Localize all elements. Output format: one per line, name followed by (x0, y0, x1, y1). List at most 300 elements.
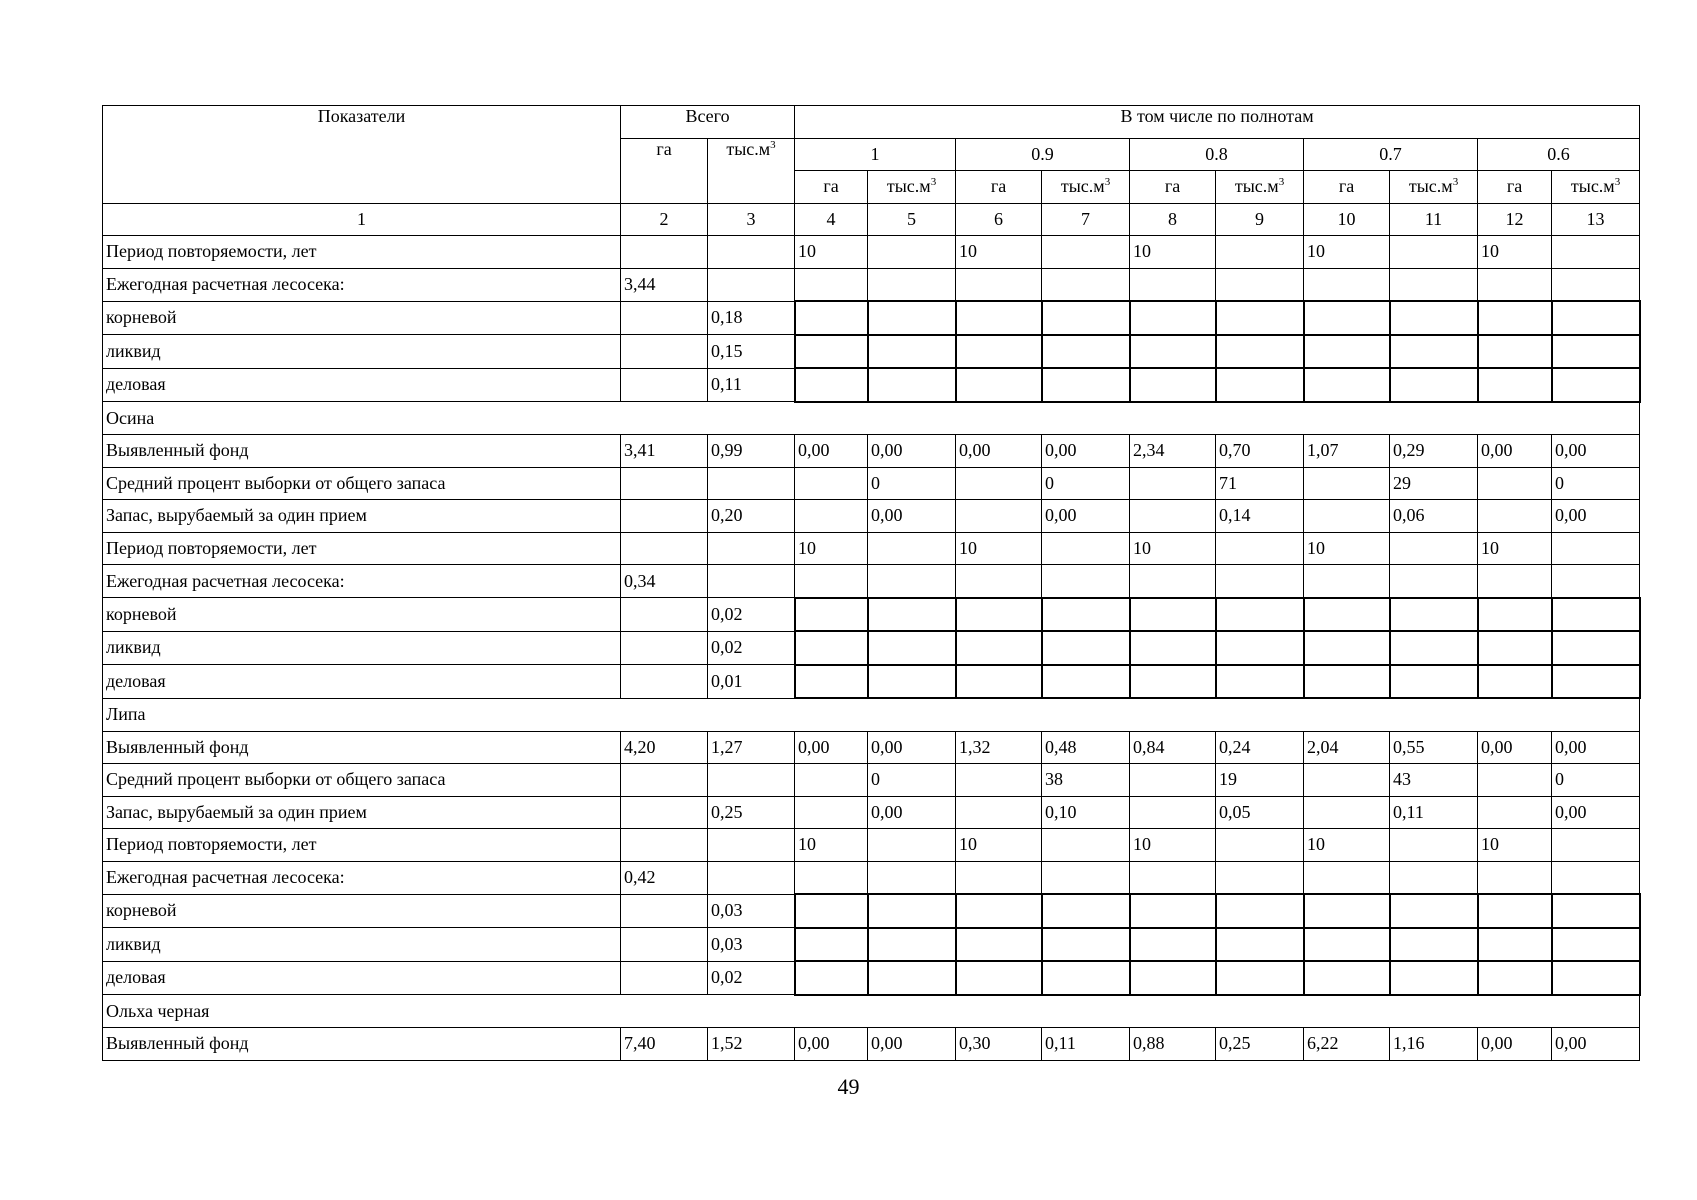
header-unit-volume: $тыс.м^3$ (1390, 171, 1478, 204)
table-cell: 1,27 (708, 731, 795, 764)
header-unit-volume: $тыс.м^3$ (1042, 171, 1130, 204)
table-cell (1390, 829, 1478, 862)
table-cell: 4,20 (621, 731, 708, 764)
header-unit-ha: га (956, 171, 1042, 204)
table-cell (621, 829, 708, 862)
table-row (103, 829, 1640, 862)
empty-cell (868, 368, 956, 402)
header-unit-ha: га (1130, 171, 1216, 204)
table-cell: 0,00 (1478, 731, 1552, 764)
empty-cell (1478, 301, 1552, 335)
row-label: деловая (103, 961, 621, 995)
table-cell: 10 (1304, 532, 1390, 565)
row-label: Средний процент выборки от общего запаса (103, 467, 621, 500)
empty-cell (1130, 335, 1216, 369)
table-cell (1042, 565, 1130, 598)
row-label: Выявленный фонд (103, 1028, 621, 1061)
empty-cell (1390, 961, 1478, 995)
table-cell: 0,00 (795, 435, 868, 468)
table-cell (1478, 764, 1552, 797)
table-cell (1130, 467, 1216, 500)
table-cell: 0 (1552, 467, 1640, 500)
table-cell (621, 764, 708, 797)
empty-cell (1216, 928, 1304, 962)
header-density-1: 1 (795, 138, 956, 171)
column-number: 12 (1478, 203, 1552, 236)
table-cell: 0,25 (708, 796, 795, 829)
table-cell: 0,25 (1216, 1028, 1304, 1061)
empty-cell (1390, 598, 1478, 632)
empty-cell (956, 631, 1042, 665)
table-cell (1478, 268, 1552, 301)
empty-cell (1304, 665, 1390, 699)
table-cell: 29 (1390, 467, 1478, 500)
table-cell (708, 764, 795, 797)
row-label: Средний процент выборки от общего запаса (103, 764, 621, 797)
table-cell (956, 565, 1042, 598)
header-unit-volume: $тыс.м^3$ (1216, 171, 1304, 204)
row-label: Выявленный фонд (103, 435, 621, 468)
table-cell (1552, 565, 1640, 598)
column-number: 5 (868, 203, 956, 236)
table-row (103, 236, 1640, 269)
column-number: 2 (621, 203, 708, 236)
empty-cell (956, 598, 1042, 632)
table-cell (621, 301, 708, 335)
table-cell (868, 565, 956, 598)
empty-cell (1304, 928, 1390, 962)
table-cell (621, 961, 708, 995)
table-body (103, 203, 1640, 1060)
table-cell (795, 565, 868, 598)
table-cell: 0,00 (868, 435, 956, 468)
table-row (103, 764, 1640, 797)
row-label: Ежегодная расчетная лесосека: (103, 861, 621, 894)
table-cell (868, 268, 956, 301)
table-cell: 6,22 (1304, 1028, 1390, 1061)
table-cell: 0,02 (708, 631, 795, 665)
table-cell: 0,42 (621, 861, 708, 894)
species-name: Липа (103, 698, 1640, 731)
table-cell: 0,00 (1552, 1028, 1640, 1061)
table-cell: 71 (1216, 467, 1304, 500)
column-number-row (103, 203, 1640, 236)
table-cell: 0,05 (1216, 796, 1304, 829)
empty-cell (1130, 894, 1216, 928)
empty-cell (1552, 961, 1640, 995)
table-cell: 0,10 (1042, 796, 1130, 829)
table-cell (1216, 236, 1304, 269)
empty-cell (1042, 301, 1130, 335)
empty-cell (1552, 928, 1640, 962)
empty-cell (1304, 301, 1390, 335)
empty-cell (795, 368, 868, 402)
table-cell (1478, 796, 1552, 829)
table-cell (621, 631, 708, 665)
table-cell: 0,20 (708, 500, 795, 533)
empty-cell (1042, 368, 1130, 402)
empty-cell (1478, 335, 1552, 369)
species-name: Ольха черная (103, 995, 1640, 1028)
table-cell (1390, 861, 1478, 894)
table-cell: 3,44 (621, 268, 708, 301)
empty-cell (1390, 928, 1478, 962)
empty-cell (1130, 301, 1216, 335)
table-cell (956, 467, 1042, 500)
empty-cell (1390, 301, 1478, 335)
empty-cell (1216, 894, 1304, 928)
header-total-volume: $тыс.м^3$ (708, 138, 795, 203)
table-cell: 0,00 (868, 796, 956, 829)
table-cell: 0,01 (708, 665, 795, 699)
empty-cell (868, 961, 956, 995)
table-cell: 10 (1478, 532, 1552, 565)
header-unit-volume: $тыс.м^3$ (1552, 171, 1640, 204)
table-cell (956, 500, 1042, 533)
species-section-row (103, 698, 1640, 731)
table-cell: 0,00 (1042, 500, 1130, 533)
table-cell: 0,03 (708, 928, 795, 962)
table-cell (1042, 236, 1130, 269)
table-cell (795, 861, 868, 894)
column-number: 1 (103, 203, 621, 236)
table-cell (621, 928, 708, 962)
table-cell (868, 236, 956, 269)
table-cell: 2,04 (1304, 731, 1390, 764)
table-cell: 1,32 (956, 731, 1042, 764)
table-row (103, 467, 1640, 500)
table-cell (795, 467, 868, 500)
table-cell: 0,00 (1552, 796, 1640, 829)
empty-cell (1304, 961, 1390, 995)
table-cell (708, 268, 795, 301)
empty-cell (1478, 598, 1552, 632)
table-cell: 0,02 (708, 598, 795, 632)
table-cell: 0,00 (868, 1028, 956, 1061)
row-label: корневой (103, 598, 621, 632)
row-label: Ежегодная расчетная лесосека: (103, 565, 621, 598)
table-cell: 0,00 (1552, 731, 1640, 764)
table-cell: 43 (1390, 764, 1478, 797)
table-cell (708, 467, 795, 500)
table-cell (621, 598, 708, 632)
table-cell (1478, 565, 1552, 598)
table-cell (708, 829, 795, 862)
header-total: Всего (621, 106, 795, 139)
table-cell (795, 268, 868, 301)
empty-cell (1552, 335, 1640, 369)
table-cell (1042, 268, 1130, 301)
empty-cell (1130, 928, 1216, 962)
empty-cell (795, 301, 868, 335)
table-cell (1390, 268, 1478, 301)
table-cell: 0,06 (1390, 500, 1478, 533)
empty-cell (1216, 961, 1304, 995)
table-cell (621, 796, 708, 829)
table-cell: 0,88 (1130, 1028, 1216, 1061)
table-cell: 0 (1042, 467, 1130, 500)
row-label: ликвид (103, 928, 621, 962)
table-cell (1042, 532, 1130, 565)
table-cell (1304, 268, 1390, 301)
table-cell: 1,07 (1304, 435, 1390, 468)
table-row (103, 861, 1640, 894)
empty-cell (1478, 961, 1552, 995)
table-cell (956, 268, 1042, 301)
row-label: Ежегодная расчетная лесосека: (103, 268, 621, 301)
empty-cell (868, 894, 956, 928)
row-label: ликвид (103, 631, 621, 665)
table-cell (621, 532, 708, 565)
empty-cell (1304, 894, 1390, 928)
empty-cell (868, 598, 956, 632)
table-cell: 0,00 (1042, 435, 1130, 468)
table-cell (708, 861, 795, 894)
table-row (103, 928, 1640, 962)
table-cell (1216, 861, 1304, 894)
row-label: Период повторяемости, лет (103, 236, 621, 269)
empty-cell (1130, 961, 1216, 995)
table-cell: 0,00 (956, 435, 1042, 468)
table-cell (795, 796, 868, 829)
header-by-density: В том числе по полнотам (795, 106, 1640, 139)
table-cell (621, 335, 708, 369)
table-cell: 1,52 (708, 1028, 795, 1061)
table-cell: 0,18 (708, 301, 795, 335)
column-number: 8 (1130, 203, 1216, 236)
table-row (103, 731, 1640, 764)
row-label: деловая (103, 665, 621, 699)
forest-data-table (102, 105, 1641, 1061)
empty-cell (956, 928, 1042, 962)
table-cell (1478, 467, 1552, 500)
table-cell (1216, 532, 1304, 565)
table-cell: 0,00 (1552, 500, 1640, 533)
table-cell: 0,11 (708, 368, 795, 402)
row-label: деловая (103, 368, 621, 402)
table-cell: 10 (1130, 829, 1216, 862)
table-cell (708, 532, 795, 565)
empty-cell (868, 301, 956, 335)
empty-cell (1552, 665, 1640, 699)
table-cell: 0,03 (708, 894, 795, 928)
table-cell (621, 665, 708, 699)
empty-cell (956, 665, 1042, 699)
table-cell (621, 894, 708, 928)
table-cell (1304, 861, 1390, 894)
empty-cell (868, 335, 956, 369)
empty-cell (1552, 894, 1640, 928)
empty-cell (1042, 894, 1130, 928)
header-unit-ha: га (1478, 171, 1552, 204)
table-cell (1216, 829, 1304, 862)
table-cell (956, 796, 1042, 829)
empty-cell (1216, 335, 1304, 369)
table-row (103, 565, 1640, 598)
table-cell: 0,34 (621, 565, 708, 598)
empty-cell (795, 928, 868, 962)
header-density-0-7: 0.7 (1304, 138, 1478, 171)
table-row (103, 665, 1640, 699)
table-cell (1042, 861, 1130, 894)
table-cell: 0,70 (1216, 435, 1304, 468)
table-cell: 10 (1304, 829, 1390, 862)
table-cell: 10 (1130, 236, 1216, 269)
header-density-0-8: 0.8 (1130, 138, 1304, 171)
table-cell (795, 500, 868, 533)
empty-cell (1130, 368, 1216, 402)
empty-cell (1390, 368, 1478, 402)
table-cell: 10 (1478, 236, 1552, 269)
table-cell (1390, 565, 1478, 598)
empty-cell (1042, 665, 1130, 699)
table-cell: 0,00 (1478, 435, 1552, 468)
empty-cell (795, 961, 868, 995)
column-number: 10 (1304, 203, 1390, 236)
table-row (103, 335, 1640, 369)
empty-cell (956, 894, 1042, 928)
table-cell (868, 861, 956, 894)
table-cell: 0 (868, 467, 956, 500)
table-cell (795, 764, 868, 797)
table-cell: 0,15 (708, 335, 795, 369)
empty-cell (1478, 928, 1552, 962)
table-cell (621, 236, 708, 269)
column-number: 3 (708, 203, 795, 236)
table-cell: 0,55 (1390, 731, 1478, 764)
header-unit-ha: га (1304, 171, 1390, 204)
table-cell: 0,84 (1130, 731, 1216, 764)
row-label: Запас, вырубаемый за один прием (103, 796, 621, 829)
empty-cell (1304, 368, 1390, 402)
empty-cell (795, 335, 868, 369)
table-cell (868, 532, 956, 565)
table-cell: 38 (1042, 764, 1130, 797)
column-number: 9 (1216, 203, 1304, 236)
table-cell: 0,11 (1390, 796, 1478, 829)
empty-cell (1478, 368, 1552, 402)
empty-cell (956, 961, 1042, 995)
empty-cell (1130, 665, 1216, 699)
table-cell: 0,00 (1478, 1028, 1552, 1061)
empty-cell (1042, 631, 1130, 665)
table-cell (868, 829, 956, 862)
empty-cell (1478, 665, 1552, 699)
table-row (103, 961, 1640, 995)
table-cell: 0,11 (1042, 1028, 1130, 1061)
empty-cell (1390, 894, 1478, 928)
table-cell: 0 (868, 764, 956, 797)
empty-cell (1216, 598, 1304, 632)
empty-cell (956, 335, 1042, 369)
empty-cell (1478, 894, 1552, 928)
table-cell (1216, 565, 1304, 598)
empty-cell (795, 894, 868, 928)
empty-cell (1042, 598, 1130, 632)
table-cell: 10 (1478, 829, 1552, 862)
table-cell (1130, 268, 1216, 301)
row-label: Запас, вырубаемый за один прием (103, 500, 621, 533)
table-cell: 10 (1130, 532, 1216, 565)
empty-cell (956, 368, 1042, 402)
table-cell (708, 236, 795, 269)
table-cell: 0,24 (1216, 731, 1304, 764)
table-cell: 0,00 (795, 731, 868, 764)
header-density-0-6: 0.6 (1478, 138, 1640, 171)
empty-cell (1390, 665, 1478, 699)
table-cell (1130, 796, 1216, 829)
table-cell: 10 (956, 236, 1042, 269)
table-row (103, 301, 1640, 335)
table-cell: 0,00 (868, 731, 956, 764)
table-cell (1552, 532, 1640, 565)
table-cell: 0,00 (868, 500, 956, 533)
table-cell: 0,00 (795, 1028, 868, 1061)
column-number: 4 (795, 203, 868, 236)
empty-cell (1216, 368, 1304, 402)
empty-cell (1478, 631, 1552, 665)
table-cell (1478, 500, 1552, 533)
table-cell (1130, 500, 1216, 533)
empty-cell (1042, 335, 1130, 369)
species-section-row (103, 402, 1640, 435)
column-number: 13 (1552, 203, 1640, 236)
table-cell (956, 861, 1042, 894)
empty-cell (956, 301, 1042, 335)
table-cell: 7,40 (621, 1028, 708, 1061)
table-cell: 10 (795, 829, 868, 862)
header-density-0-9: 0.9 (956, 138, 1130, 171)
table-cell (1216, 268, 1304, 301)
empty-cell (1552, 368, 1640, 402)
column-number: 6 (956, 203, 1042, 236)
table-row (103, 1028, 1640, 1061)
empty-cell (868, 928, 956, 962)
table-cell: 0,02 (708, 961, 795, 995)
table-cell: 0,30 (956, 1028, 1042, 1061)
table-cell (621, 368, 708, 402)
empty-cell (795, 665, 868, 699)
table-cell: 3,41 (621, 435, 708, 468)
empty-cell (1552, 598, 1640, 632)
table-cell: 0,48 (1042, 731, 1130, 764)
empty-cell (868, 631, 956, 665)
empty-cell (1390, 335, 1478, 369)
empty-cell (868, 665, 956, 699)
column-number: 7 (1042, 203, 1130, 236)
table-cell (1390, 236, 1478, 269)
table-cell (1552, 861, 1640, 894)
table-cell (1304, 565, 1390, 598)
row-label: Выявленный фонд (103, 731, 621, 764)
table-cell: 0,99 (708, 435, 795, 468)
species-section-row (103, 995, 1640, 1028)
table-cell: 0,00 (1552, 435, 1640, 468)
empty-cell (1304, 335, 1390, 369)
row-label: Период повторяемости, лет (103, 532, 621, 565)
table-cell: 0,29 (1390, 435, 1478, 468)
header-indicators: Показатели (103, 106, 621, 204)
table-cell: 10 (1304, 236, 1390, 269)
table-cell (956, 764, 1042, 797)
table-cell (1304, 764, 1390, 797)
table-row (103, 598, 1640, 632)
row-label: Период повторяемости, лет (103, 829, 621, 862)
header-unit-volume: $тыс.м^3$ (868, 171, 956, 204)
table-cell: 10 (795, 236, 868, 269)
table-row (103, 894, 1640, 928)
table-cell: 10 (956, 829, 1042, 862)
